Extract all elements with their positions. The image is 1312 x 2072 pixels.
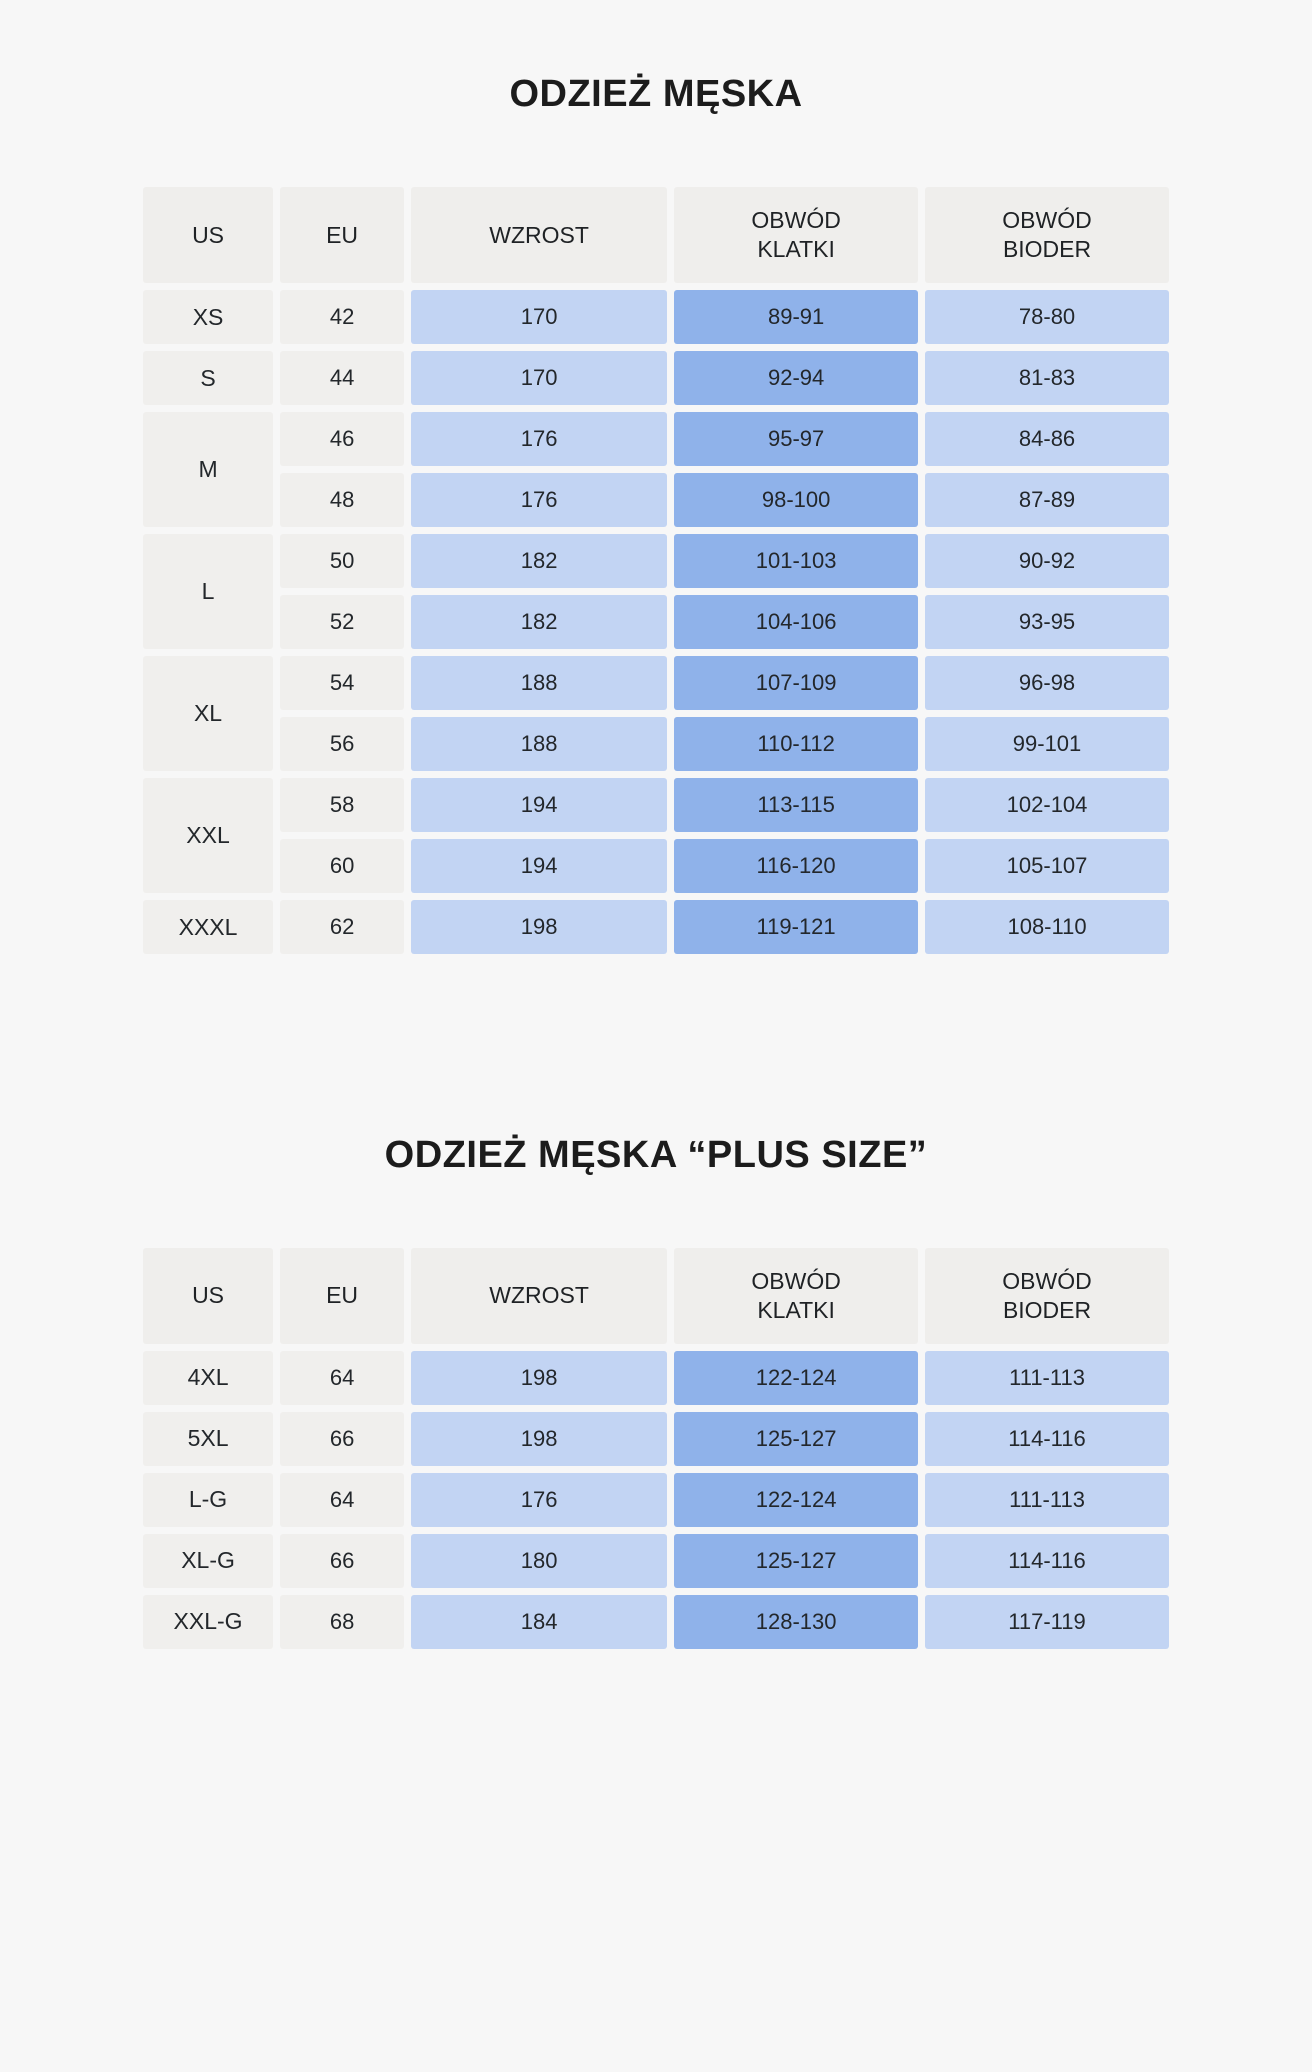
plus-size-table bbox=[136, 1241, 1176, 1656]
column-header-chest-line1: OBWÓD bbox=[751, 1268, 841, 1295]
cell-us-size: M bbox=[143, 412, 273, 527]
column-header-us-label: US bbox=[192, 1282, 225, 1309]
cell-chest: 104-106 bbox=[674, 595, 918, 649]
table-row bbox=[143, 473, 1169, 527]
cell-height: 170 bbox=[411, 351, 667, 405]
cell-height: 194 bbox=[411, 839, 667, 893]
column-header-chest-line1: OBWÓD bbox=[751, 207, 841, 234]
table-row bbox=[143, 595, 1169, 649]
table-header-row bbox=[143, 1248, 1169, 1344]
plus-size-table-wrapper bbox=[136, 1203, 1176, 1656]
cell-us-size: 5XL bbox=[143, 1412, 273, 1466]
column-header-eu-label: EU bbox=[326, 221, 359, 248]
cell-chest: 125-127 bbox=[674, 1412, 918, 1466]
table-row bbox=[143, 839, 1169, 893]
column-header-height-label: WZROST bbox=[489, 1282, 589, 1309]
table-row bbox=[143, 1412, 1169, 1466]
table-row bbox=[143, 412, 1169, 466]
table-header bbox=[143, 1248, 1169, 1344]
table-row bbox=[143, 534, 1169, 588]
cell-eu-size: 66 bbox=[280, 1534, 404, 1588]
table-row bbox=[143, 351, 1169, 405]
mens-size-table bbox=[136, 180, 1176, 961]
cell-height: 188 bbox=[411, 656, 667, 710]
cell-hips: 90-92 bbox=[925, 534, 1169, 588]
cell-chest: 113-115 bbox=[674, 778, 918, 832]
cell-chest: 107-109 bbox=[674, 656, 918, 710]
column-header-hips-line2: BIODER bbox=[1002, 1296, 1092, 1323]
cell-eu-size: 64 bbox=[280, 1351, 404, 1405]
page-title-mens-plus-size: ODZIEŻ MĘSKA “PLUS SIZE” bbox=[384, 1134, 928, 1177]
cell-eu-size: 52 bbox=[280, 595, 404, 649]
cell-eu-size: 56 bbox=[280, 717, 404, 771]
size-chart-page bbox=[0, 25, 1312, 2072]
column-header-hips-line1: OBWÓD bbox=[1002, 207, 1092, 234]
cell-us-size: XXL-G bbox=[143, 1595, 273, 1649]
cell-chest: 98-100 bbox=[674, 473, 918, 527]
cell-height: 180 bbox=[411, 1534, 667, 1588]
cell-eu-size: 44 bbox=[280, 351, 404, 405]
cell-hips: 102-104 bbox=[925, 778, 1169, 832]
table-body bbox=[143, 1351, 1169, 1649]
cell-height: 194 bbox=[411, 778, 667, 832]
cell-eu-size: 58 bbox=[280, 778, 404, 832]
column-header-chest-line2: KLATKI bbox=[757, 1296, 835, 1323]
cell-chest: 110-112 bbox=[674, 717, 918, 771]
table-header bbox=[143, 187, 1169, 283]
page-title-mens-clothing: ODZIEŻ MĘSKA bbox=[509, 73, 803, 116]
cell-hips: 108-110 bbox=[925, 900, 1169, 954]
cell-eu-size: 60 bbox=[280, 839, 404, 893]
table-row bbox=[143, 290, 1169, 344]
column-header-hips bbox=[925, 187, 1169, 283]
table-row bbox=[143, 717, 1169, 771]
cell-eu-size: 42 bbox=[280, 290, 404, 344]
cell-hips: 81-83 bbox=[925, 351, 1169, 405]
cell-hips: 96-98 bbox=[925, 656, 1169, 710]
table-body bbox=[143, 290, 1169, 954]
cell-eu-size: 66 bbox=[280, 1412, 404, 1466]
cell-chest: 122-124 bbox=[674, 1351, 918, 1405]
table-row bbox=[143, 900, 1169, 954]
cell-height: 182 bbox=[411, 534, 667, 588]
column-header-eu bbox=[280, 1248, 404, 1344]
column-header-us bbox=[143, 187, 273, 283]
cell-hips: 93-95 bbox=[925, 595, 1169, 649]
table-header-row bbox=[143, 187, 1169, 283]
cell-us-size: XL-G bbox=[143, 1534, 273, 1588]
cell-us-size: L bbox=[143, 534, 273, 649]
cell-chest: 116-120 bbox=[674, 839, 918, 893]
cell-eu-size: 54 bbox=[280, 656, 404, 710]
cell-hips: 87-89 bbox=[925, 473, 1169, 527]
cell-eu-size: 50 bbox=[280, 534, 404, 588]
cell-hips: 117-119 bbox=[925, 1595, 1169, 1649]
cell-us-size: XXXL bbox=[143, 900, 273, 954]
column-header-height-label: WZROST bbox=[489, 221, 589, 248]
cell-hips: 78-80 bbox=[925, 290, 1169, 344]
cell-height: 176 bbox=[411, 1473, 667, 1527]
cell-chest: 92-94 bbox=[674, 351, 918, 405]
cell-height: 198 bbox=[411, 900, 667, 954]
column-header-chest bbox=[674, 1248, 918, 1344]
cell-us-size: L-G bbox=[143, 1473, 273, 1527]
cell-eu-size: 46 bbox=[280, 412, 404, 466]
cell-chest: 122-124 bbox=[674, 1473, 918, 1527]
mens-size-table-wrapper bbox=[136, 142, 1176, 961]
table-row bbox=[143, 656, 1169, 710]
column-header-eu bbox=[280, 187, 404, 283]
cell-us-size: XL bbox=[143, 656, 273, 771]
table-row bbox=[143, 1473, 1169, 1527]
cell-eu-size: 62 bbox=[280, 900, 404, 954]
cell-eu-size: 68 bbox=[280, 1595, 404, 1649]
column-header-us-label: US bbox=[192, 221, 225, 248]
cell-hips: 99-101 bbox=[925, 717, 1169, 771]
cell-chest: 101-103 bbox=[674, 534, 918, 588]
cell-height: 198 bbox=[411, 1351, 667, 1405]
cell-chest: 125-127 bbox=[674, 1534, 918, 1588]
cell-us-size: 4XL bbox=[143, 1351, 273, 1405]
cell-chest: 128-130 bbox=[674, 1595, 918, 1649]
cell-hips: 111-113 bbox=[925, 1473, 1169, 1527]
column-header-height bbox=[411, 1248, 667, 1344]
cell-hips: 105-107 bbox=[925, 839, 1169, 893]
column-header-us bbox=[143, 1248, 273, 1344]
table-row bbox=[143, 778, 1169, 832]
column-header-height bbox=[411, 187, 667, 283]
cell-height: 176 bbox=[411, 473, 667, 527]
cell-height: 176 bbox=[411, 412, 667, 466]
column-header-hips-line1: OBWÓD bbox=[1002, 1268, 1092, 1295]
cell-chest: 89-91 bbox=[674, 290, 918, 344]
cell-us-size: S bbox=[143, 351, 273, 405]
cell-chest: 95-97 bbox=[674, 412, 918, 466]
cell-hips: 114-116 bbox=[925, 1534, 1169, 1588]
cell-height: 184 bbox=[411, 1595, 667, 1649]
column-header-chest-line2: KLATKI bbox=[757, 235, 835, 262]
cell-hips: 114-116 bbox=[925, 1412, 1169, 1466]
table-row bbox=[143, 1534, 1169, 1588]
column-header-eu-label: EU bbox=[326, 1282, 359, 1309]
column-header-chest bbox=[674, 187, 918, 283]
cell-eu-size: 64 bbox=[280, 1473, 404, 1527]
cell-hips: 84-86 bbox=[925, 412, 1169, 466]
cell-height: 198 bbox=[411, 1412, 667, 1466]
cell-chest: 119-121 bbox=[674, 900, 918, 954]
table-row bbox=[143, 1351, 1169, 1405]
cell-eu-size: 48 bbox=[280, 473, 404, 527]
cell-us-size: XXL bbox=[143, 778, 273, 893]
column-header-hips bbox=[925, 1248, 1169, 1344]
cell-height: 170 bbox=[411, 290, 667, 344]
column-header-hips-line2: BIODER bbox=[1002, 235, 1092, 262]
cell-hips: 111-113 bbox=[925, 1351, 1169, 1405]
cell-us-size: XS bbox=[143, 290, 273, 344]
cell-height: 188 bbox=[411, 717, 667, 771]
table-row bbox=[143, 1595, 1169, 1649]
cell-height: 182 bbox=[411, 595, 667, 649]
